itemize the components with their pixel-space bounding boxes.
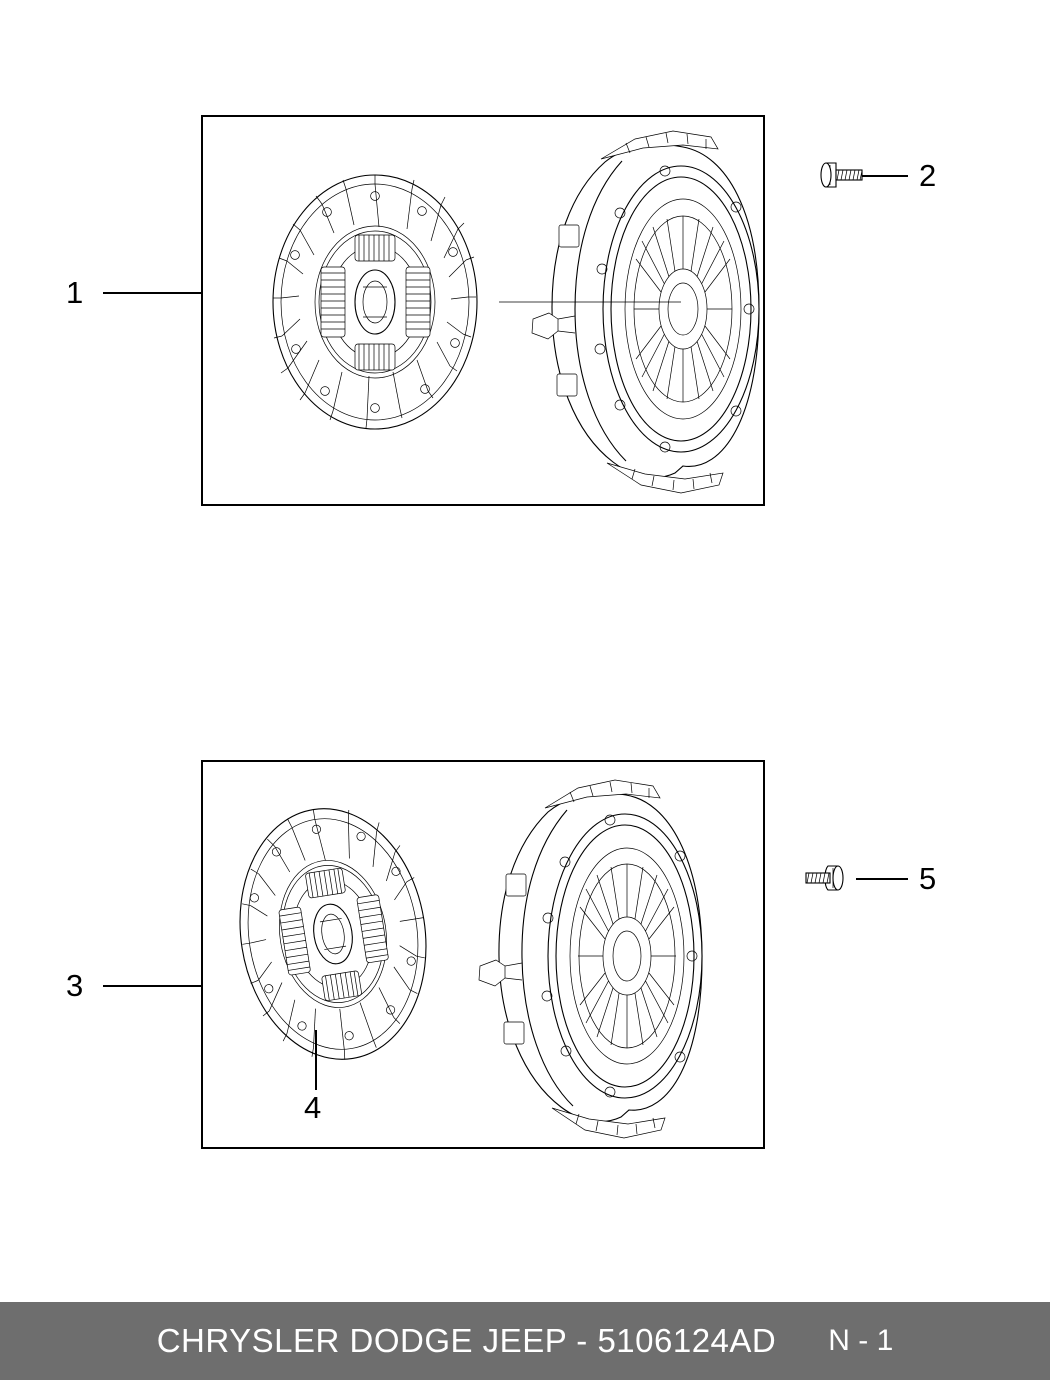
callout-5: 5 <box>919 861 937 896</box>
pressure-plate-upper <box>532 131 759 493</box>
callout-3: 3 <box>66 968 84 1003</box>
pressure-plate-lower <box>479 780 702 1138</box>
leader-line-2 <box>862 175 908 177</box>
bolt-lower <box>800 860 862 896</box>
leader-line-3 <box>103 985 201 987</box>
footer-bar <box>0 1302 1050 1380</box>
assembly-box-lower <box>201 760 765 1149</box>
assembly-box-upper <box>201 115 765 506</box>
leader-line-4 <box>315 1030 317 1090</box>
clutch-kit-upper-illustration <box>203 117 763 504</box>
clutch-disc-upper <box>273 175 477 429</box>
callout-2: 2 <box>919 158 937 193</box>
clutch-disc-lower <box>222 795 443 1073</box>
leader-line-5 <box>856 878 908 880</box>
callout-4: 4 <box>304 1090 322 1125</box>
callout-1: 1 <box>66 275 84 310</box>
footer-page-number: N - 1 <box>828 1324 894 1357</box>
clutch-kit-lower-illustration <box>203 762 763 1147</box>
leader-line-1 <box>103 292 201 294</box>
footer-part-text: CHRYSLER DODGE JEEP - 5106124AD <box>156 1322 777 1359</box>
